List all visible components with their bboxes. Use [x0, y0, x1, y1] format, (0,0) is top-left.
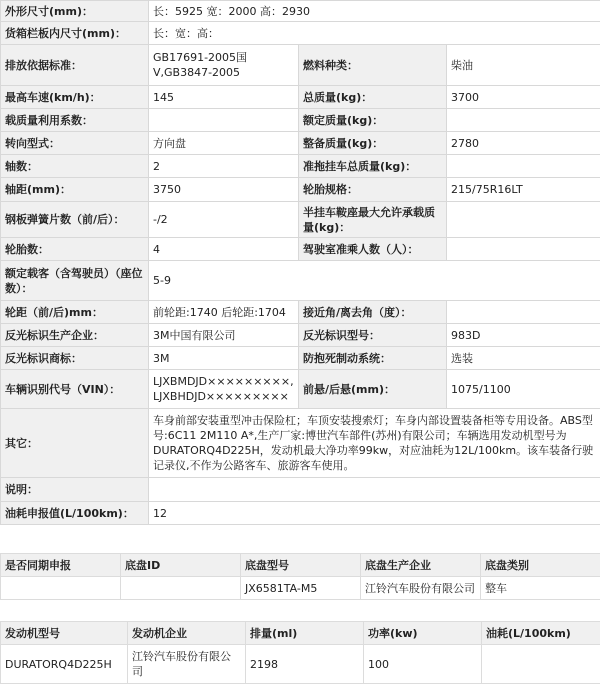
engine-cell: 江铃汽车股份有限公司: [128, 645, 246, 684]
curb-mass-value: 2780: [447, 132, 600, 155]
cargo-value: 长：宽：高：: [149, 22, 600, 45]
note-value: [149, 478, 600, 502]
vin-line-2: LJXBHDJD×××××××××: [153, 390, 289, 403]
chassis-cell: JX6581TA-M5: [241, 577, 361, 600]
load-util-value: [149, 109, 299, 132]
fuel-value: 柴油: [447, 45, 600, 86]
vin-label: 车辆识别代号（VIN）：: [1, 370, 149, 409]
emission-value: GB17691-2005国Ⅴ,GB3847-2005: [149, 45, 299, 86]
reflector-model-value: 983D: [447, 324, 600, 347]
engine-cell: 100: [364, 645, 482, 684]
track-value: 前轮距:1740 后轮距:1704: [149, 301, 299, 324]
reflector-maker-value: 3M中国有限公司: [149, 324, 299, 347]
chassis-header: 是否同期申报: [1, 554, 121, 577]
overhang-value: 1075/1100: [447, 370, 600, 409]
engine-header: 功率(kw): [364, 622, 482, 645]
engine-header: 发动机型号: [1, 622, 128, 645]
tire-value: 215/75R16LT: [447, 178, 600, 202]
reflector-model-label: 反光标识型号：: [299, 324, 447, 347]
reflector-brand-value: 3M: [149, 347, 299, 370]
table-row: [1, 577, 600, 600]
towed-mass-label: 准拖挂车总质量(kg)：: [299, 155, 447, 178]
passengers-value: 5-9: [149, 261, 600, 301]
tire-count-label: 轮胎数：: [1, 238, 149, 261]
overhang-label: 前悬/后悬(mm)：: [299, 370, 447, 409]
fuel-label: 燃料种类：: [299, 45, 447, 86]
engine-cell: [482, 645, 600, 684]
engine-header: 油耗(L/100km): [482, 622, 600, 645]
engine-cell: DURATORQ4D225H: [1, 645, 128, 684]
cab-seats-value: [447, 238, 600, 261]
dims-label: 外形尺寸(mm)：: [1, 1, 149, 22]
rated-load-label: 额定质量(kg)：: [299, 109, 447, 132]
chassis-header: 底盘类别: [481, 554, 600, 577]
chassis-cell: [121, 577, 241, 600]
chassis-header: 底盘型号: [241, 554, 361, 577]
axles-value: 2: [149, 155, 299, 178]
total-mass-value: 3700: [447, 86, 600, 109]
note-label: 说明：: [1, 478, 149, 502]
speed-value: 145: [149, 86, 299, 109]
cab-seats-label: 驾驶室准乘人数（人）：: [299, 238, 447, 261]
vin-line-1: LJXBMDJD×××××××××,: [153, 375, 294, 388]
chassis-table: [0, 553, 600, 600]
tire-count-value: 4: [149, 238, 299, 261]
chassis-header: 底盘ID: [121, 554, 241, 577]
leaf-value: -/2: [149, 202, 299, 238]
axles-label: 轴数：: [1, 155, 149, 178]
chassis-cell: 整车: [481, 577, 600, 600]
wheelbase-label: 轴距(mm)：: [1, 178, 149, 202]
angle-value: [447, 301, 600, 324]
angle-label: 接近角/离去角（度）：: [299, 301, 447, 324]
engine-header: 排量(ml): [246, 622, 364, 645]
track-label: 轮距（前/后)mm：: [1, 301, 149, 324]
abs-value: 选装: [447, 347, 600, 370]
chassis-header: 底盘生产企业: [361, 554, 481, 577]
tire-label: 轮胎规格：: [299, 178, 447, 202]
total-mass-label: 总质量(kg)：: [299, 86, 447, 109]
reflector-maker-label: 反光标识生产企业：: [1, 324, 149, 347]
steering-value: 方向盘: [149, 132, 299, 155]
engine-table: [0, 621, 600, 684]
saddle-value: [447, 202, 600, 238]
passengers-label: 额定载客（含驾驶员）（座位数）：: [1, 261, 149, 301]
reflector-brand-label: 反光标识商标：: [1, 347, 149, 370]
other-label: 其它：: [1, 409, 149, 478]
abs-label: 防抱死制动系统：: [299, 347, 447, 370]
engine-cell: 2198: [246, 645, 364, 684]
vin-value: [149, 370, 299, 409]
chassis-cell: 江铃汽车股份有限公司: [361, 577, 481, 600]
emission-label: 排放依据标准：: [1, 45, 149, 86]
fuel-consumption-label: 油耗申报值(L/100km)：: [1, 502, 149, 525]
curb-mass-label: 整备质量(kg)：: [299, 132, 447, 155]
cargo-label: 货箱栏板内尺寸(mm)：: [1, 22, 149, 45]
other-value: 车身前部安装重型冲击保险杠；车顶安装搜索灯；车身内部设置装备柜等专用设备。ABS型号:6C11 2M110 A*,生产厂家:博世汽车部件(苏州)有限公司；车辆选用发动机型号为DURATORQ4D225H，发动机最大净功率99kw，对应油耗为12L/100km。该车装备行驶记录仪,不作为公路客车、旅游客车使用。: [149, 409, 600, 478]
dims-value: 长：5925 宽：2000 高：2930: [149, 1, 600, 22]
engine-header: 发动机企业: [128, 622, 246, 645]
fuel-consumption-value: 12: [149, 502, 600, 525]
leaf-label: 钢板弹簧片数（前/后）：: [1, 202, 149, 238]
steering-label: 转向型式：: [1, 132, 149, 155]
saddle-label: 半挂车鞍座最大允许承载质量(kg)：: [299, 202, 447, 238]
speed-label: 最高车速(km/h)：: [1, 86, 149, 109]
rated-load-value: [447, 109, 600, 132]
towed-mass-value: [447, 155, 600, 178]
table-row: [1, 645, 600, 684]
chassis-cell: [1, 577, 121, 600]
wheelbase-value: 3750: [149, 178, 299, 202]
load-util-label: 载质量利用系数：: [1, 109, 149, 132]
